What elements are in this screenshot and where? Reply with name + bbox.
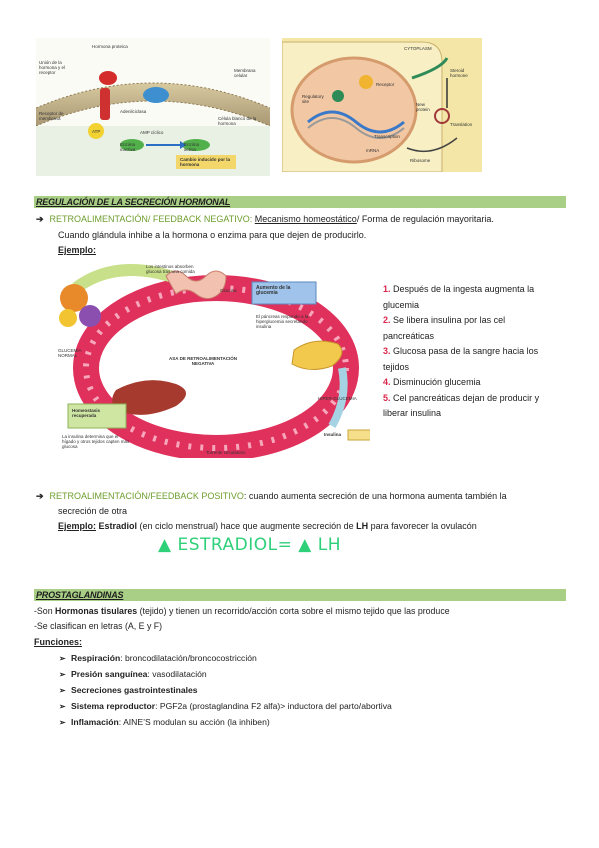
fig2-label: Ribosome	[410, 158, 431, 163]
fig1-label: ATP	[92, 129, 101, 134]
fig1-label: Unión de la hormona y el receptor	[39, 60, 66, 75]
step-item: 3. Glucosa pasa de la sangre hacia los	[383, 346, 539, 356]
example-label: Ejemplo:	[58, 245, 97, 255]
positive-feedback-line: ➔ RETROALIMENTACIÓN/FEEDBACK POSITIVO: cuando aumenta secreción de una hormona aumenta también la	[36, 491, 507, 501]
fig1-label: AMP cíclico	[140, 130, 164, 135]
fig3-label: Insulina	[324, 432, 342, 437]
step-item: tejidos	[383, 361, 410, 372]
fig1-label: Enzima activa	[184, 142, 200, 152]
step-item: 5. Cel pancreáticas dejan de producir y	[383, 392, 540, 403]
fig2-label: Transcription	[374, 134, 400, 139]
fig3-title: ASA DE RETROALIMENTACIÓN NEGATIVA	[169, 356, 237, 366]
function-item: ➢ Respiración: broncodilatación/broncocostricción	[59, 653, 257, 663]
step-item: 1. Después de la ingesta augmenta la	[383, 284, 535, 294]
fig2-label: Steroid hormone	[450, 68, 468, 78]
function-item: ➢ Presión sanguínea: vasodilatación	[59, 669, 207, 679]
fig1-label: Hormona proteica	[92, 44, 128, 49]
negative-feedback-definition: Cuando glándula inhibe a la hormona o enzima para que dejen de producirlo.	[58, 230, 367, 240]
step-item: glucemia	[383, 299, 420, 310]
fig3-label: Glucosa	[220, 288, 237, 293]
section-title-regulacion: REGULACIÓN DE LA SECRECIÓN HORMONAL	[36, 197, 231, 207]
fig3-label: El páncreas responde a la hiperglucemia secretando insulina	[256, 314, 309, 329]
negative-feedback-line: ➔ RETROALIMENTACIÓN/ FEEDBACK NEGATIVO: Mecanismo homeostático/ Forma de regulación mayoritaria.	[36, 214, 494, 224]
chevron-bullet-icon: ➢	[59, 670, 66, 679]
section-title-prostaglandinas: PROSTAGLANDINAS	[36, 590, 124, 600]
fig3-label: La insulina determina que el hígado y otros tejidos capten más glucosa	[62, 434, 130, 449]
function-item: ➢ Inflamación: AINE’S modulan su acción (la inhiben)	[59, 717, 270, 727]
fig1-label: Adenilciclasa	[120, 109, 147, 114]
prostaglandin-definition: -Son Hormonas tisulares (tejido) y tienen un recorrido/acción corta sobre el mismo tejido que las produce	[34, 606, 450, 616]
fig1-label: Cambio inducido por la hormona	[180, 157, 231, 167]
fig2-label: Receptor	[376, 82, 395, 87]
fig2-label: Translation	[450, 122, 473, 127]
estradiol-lh-highlight: ▲ ESTRADIOL= ▲ LH	[158, 535, 341, 555]
fig3-label: Torrente circulatorio	[206, 450, 246, 455]
step-item: pancreáticas	[383, 330, 435, 341]
chevron-bullet-icon: ➢	[59, 702, 66, 711]
fig3-label: Homeostasis recuperada	[72, 408, 101, 418]
chevron-bullet-icon: ➢	[59, 654, 66, 663]
step-item: 4. Disminución glucemia	[383, 377, 481, 387]
negative-feedback-loop-figure	[56, 258, 370, 458]
arrow-bullet-icon: ➔	[36, 214, 44, 224]
feedback-steps-list	[383, 282, 539, 422]
fig1-label: Membrana celular	[234, 68, 256, 78]
fig2-label: New protein	[416, 102, 430, 112]
step-item: 2. Se libera insulina por las cel	[383, 315, 506, 325]
arrow-bullet-icon: ➔	[36, 491, 44, 501]
chevron-bullet-icon: ➢	[59, 718, 66, 727]
fig1-label: Receptor de membrana	[39, 111, 64, 121]
fig3-label: Los intestinos absorben glucosa tras una comida	[146, 264, 195, 274]
fig2-label: CYTOPLASM	[404, 46, 432, 51]
fig2-label: Regulatory site	[302, 94, 324, 104]
function-item: ➢ Secreciones gastrointestinales	[59, 685, 198, 695]
fig2-label: mRNA	[366, 148, 380, 153]
fig1-label: Enzima inactiva	[120, 142, 136, 152]
chevron-bullet-icon: ➢	[59, 686, 66, 695]
positive-feedback-definition: secreción de otra	[58, 506, 128, 516]
positive-example-line: Ejemplo: Estradiol (en ciclo menstrual) hace que augmente secreción de LH para favorecer la ovulacón	[58, 521, 477, 531]
step-item: liberar insulina	[383, 408, 442, 418]
prostaglandin-classification: -Se clasifican en letras (A, E y F)	[34, 621, 163, 631]
fig3-label: GLUCEMIA NORMAL	[58, 348, 82, 358]
hormone-membrane-receptor-figure	[36, 38, 270, 176]
functions-title: Funciones:	[34, 637, 83, 647]
function-item: ➢ Sistema reproductor: PGF2a (prostaglandina F2 alfa)> inductora del parto/abortiva	[59, 701, 392, 711]
fig3-label: Aumento de la glucemia	[256, 285, 291, 296]
fig3-label: HIPER-GLUCEMIA	[318, 396, 357, 401]
steroid-hormone-figure	[282, 38, 482, 172]
fig1-label: Célula blanco de la hormona	[218, 116, 257, 126]
